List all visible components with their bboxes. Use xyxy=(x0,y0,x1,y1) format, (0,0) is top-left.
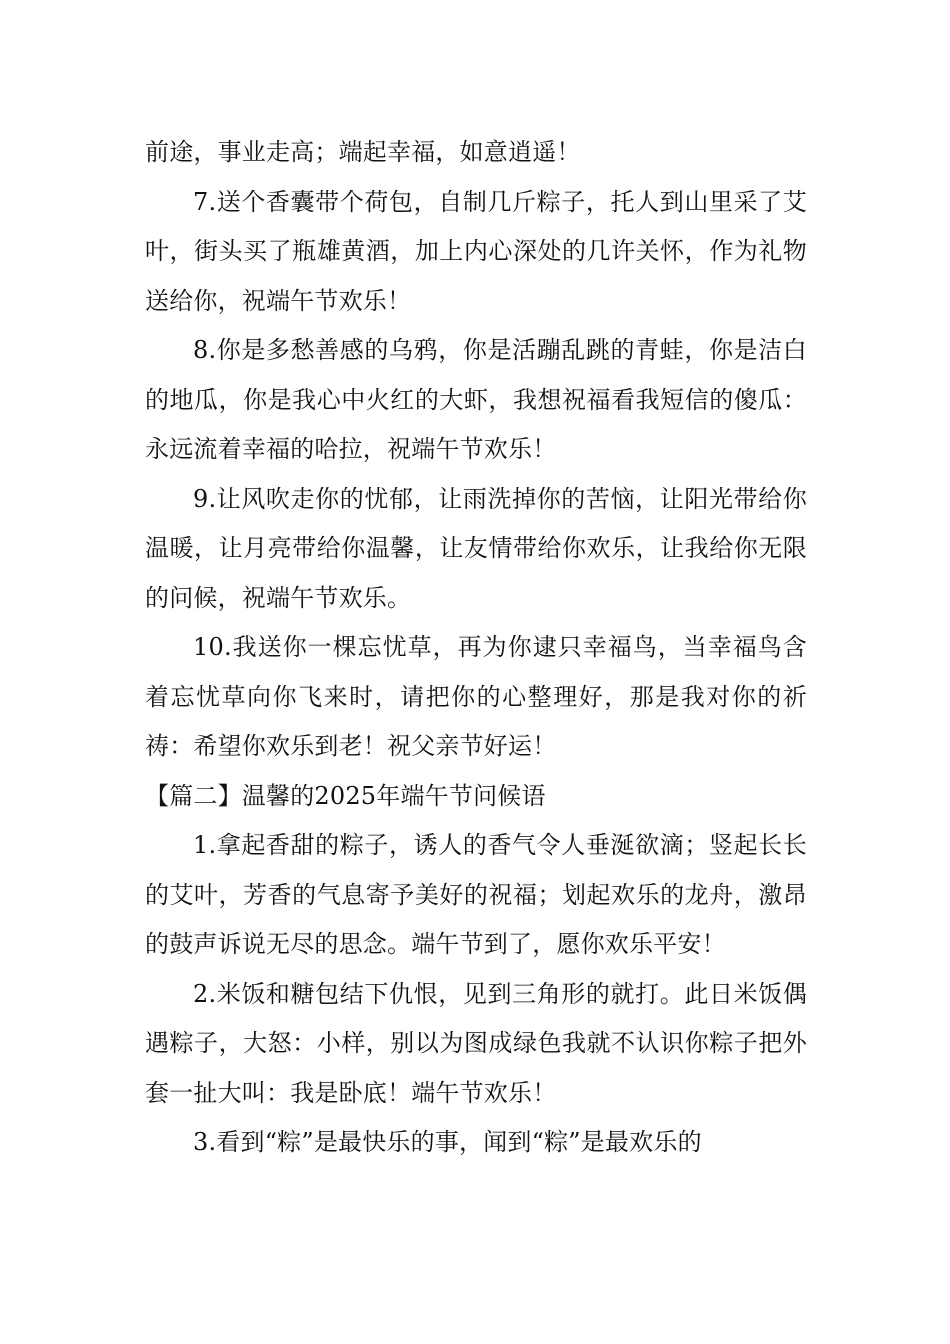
greeting-item-7: 7.送个香囊带个荷包，自制几斤粽子，托人到山里采了艾叶，街头买了瓶雄黄酒，加上内心深处的几许关怀，作为礼物送给你，祝端午节欢乐！ xyxy=(145,187,807,315)
greeting-item-1: 1.拿起香甜的粽子，诱人的香气令人垂涎欲滴；竖起长长的艾叶，芳香的气息寄予美好的祝福；划起欢乐的龙舟，激昂的鼓声诉说无尽的思念。端午节到了，愿你欢乐平安！ xyxy=(145,831,807,958)
greeting-item-9: 9.让风吹走你的忧郁，让雨洗掉你的苦恼，让阳光带给你温暖，让月亮带给你温馨，让友情带给你欢乐，让我给你无限的问候，祝端午节欢乐。 xyxy=(145,484,807,612)
greeting-item-3: 3.看到“粽”是最快乐的事，闻到“粽”是最欢乐的 xyxy=(193,1128,702,1156)
greeting-item-8: 8.你是多愁善感的乌鸦，你是活蹦乱跳的青蛙，你是洁白的地瓜，你是我心中火红的大虾，我想祝福看我短信的傻瓜：永远流着幸福的哈拉，祝端午节欢乐！ xyxy=(145,336,807,463)
document-page xyxy=(145,128,807,1168)
section-heading: 【篇二】温馨的2025年端午节问候语 xyxy=(145,781,546,810)
greeting-item-2: 2.米饭和糖包结下仇恨，见到三角形的就打。此日米饭偶遇粽子，大怒：小样，别以为图成绿色我就不认识你粽子把外套一扯大叫：我是卧底！端午节欢乐！ xyxy=(145,979,807,1107)
greeting-item-10: 10.我送你一棵忘忧草，再为你逮只幸福鸟，当幸福鸟含着忘忧草向你飞来时，请把你的心整理好，那是我对你的祈祷：希望你欢乐到老！祝父亲节好运！ xyxy=(145,633,807,760)
continued-paragraph: 前途，事业走高；端起幸福，如意逍遥！ xyxy=(145,138,581,166)
